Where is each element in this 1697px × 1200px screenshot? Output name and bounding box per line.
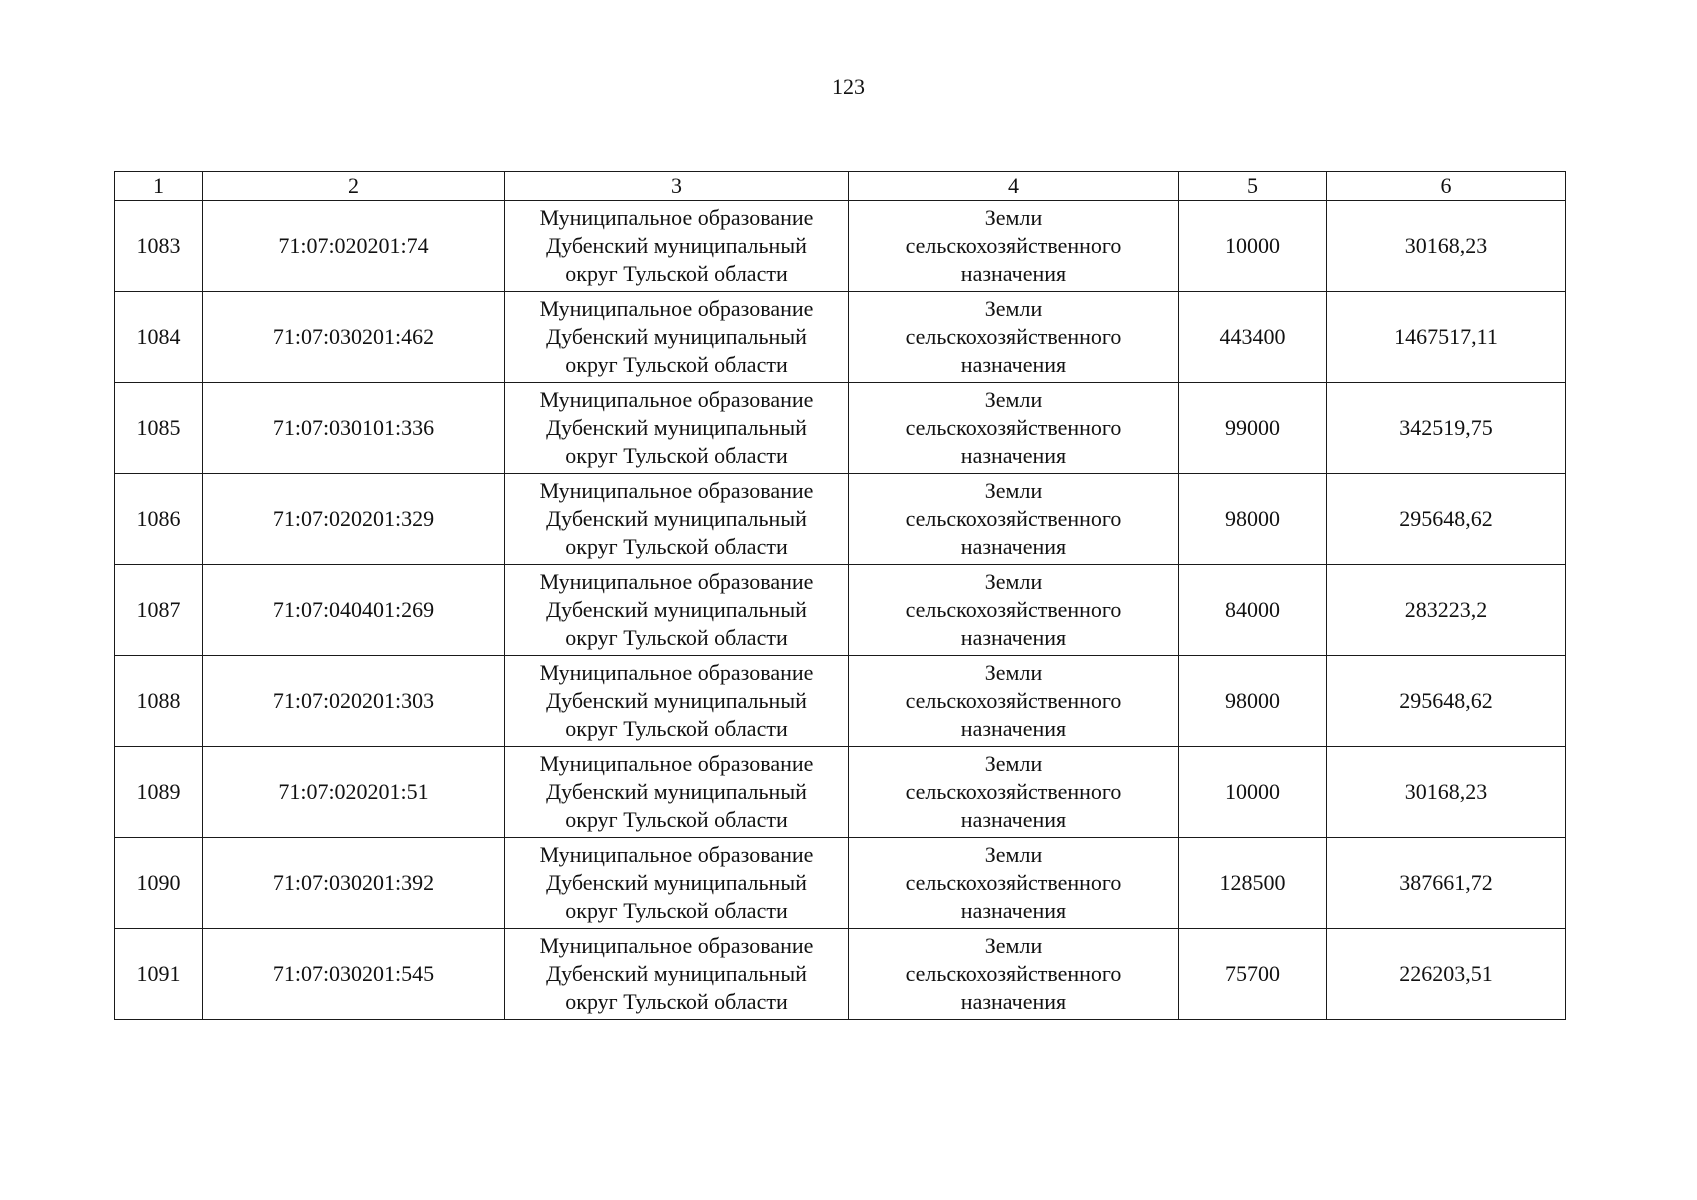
category-line: назначения bbox=[960, 625, 1067, 650]
land-category-cell bbox=[849, 383, 1179, 474]
row-number-cell bbox=[115, 474, 203, 565]
category-line: назначения bbox=[960, 352, 1067, 377]
category-line: Земли bbox=[984, 478, 1043, 503]
area-value: 10000 bbox=[1225, 779, 1280, 804]
row-number-cell bbox=[115, 929, 203, 1020]
row-number-cell bbox=[115, 565, 203, 656]
column-header: 4 bbox=[849, 172, 1179, 201]
category-line: Земли bbox=[984, 751, 1043, 776]
table-row bbox=[115, 565, 1566, 656]
cadastral-number-cell bbox=[203, 929, 505, 1020]
owner-line: Дубенский муниципальный bbox=[546, 961, 807, 986]
category-line: сельскохозяйственного bbox=[905, 415, 1122, 440]
cadastral-number-cell bbox=[203, 747, 505, 838]
column-header: 6 bbox=[1327, 172, 1566, 201]
cadastral-number-cell bbox=[203, 383, 505, 474]
cadastral-value-cell bbox=[1327, 747, 1566, 838]
cadastral-value: 30168,23 bbox=[1404, 233, 1488, 258]
owner-line: округ Тульской области bbox=[565, 898, 788, 923]
owner-cell bbox=[505, 747, 849, 838]
area-value: 98000 bbox=[1225, 688, 1280, 713]
cadastral-number: 71:07:040401:269 bbox=[272, 597, 435, 622]
category-line: назначения bbox=[960, 716, 1067, 741]
category-line: назначения bbox=[960, 807, 1067, 832]
category-line: Земли bbox=[984, 933, 1043, 958]
cadastral-number-cell bbox=[203, 474, 505, 565]
owner-line: Дубенский муниципальный bbox=[546, 870, 807, 895]
owner-line: округ Тульской области bbox=[565, 807, 788, 832]
column-header: 2 bbox=[203, 172, 505, 201]
category-line: сельскохозяйственного bbox=[905, 597, 1122, 622]
area-cell bbox=[1179, 292, 1327, 383]
land-category-cell bbox=[849, 201, 1179, 292]
owner-line: округ Тульской области bbox=[565, 352, 788, 377]
cadastral-number: 71:07:020201:74 bbox=[278, 233, 429, 258]
owner-line: Муниципальное образование bbox=[539, 842, 814, 867]
cadastral-value: 295648,62 bbox=[1399, 506, 1493, 531]
owner-line: округ Тульской области bbox=[565, 716, 788, 741]
cadastral-value-cell bbox=[1327, 838, 1566, 929]
category-line: назначения bbox=[960, 989, 1067, 1014]
row-number: 1086 bbox=[136, 506, 181, 531]
table-body bbox=[115, 172, 1566, 1020]
category-line: Земли bbox=[984, 660, 1043, 685]
owner-line: округ Тульской области bbox=[565, 261, 788, 286]
category-line: сельскохозяйственного bbox=[905, 506, 1122, 531]
row-number: 1087 bbox=[136, 597, 181, 622]
cadastral-value: 342519,75 bbox=[1399, 415, 1493, 440]
owner-line: Муниципальное образование bbox=[539, 296, 814, 321]
area-cell bbox=[1179, 838, 1327, 929]
table-row bbox=[115, 656, 1566, 747]
category-line: Земли bbox=[984, 296, 1043, 321]
owner-line: округ Тульской области bbox=[565, 443, 788, 468]
cadastral-value: 295648,62 bbox=[1399, 688, 1493, 713]
table-row bbox=[115, 474, 1566, 565]
land-category-cell bbox=[849, 656, 1179, 747]
land-category-cell bbox=[849, 838, 1179, 929]
category-line: сельскохозяйственного bbox=[905, 688, 1122, 713]
cadastral-value: 30168,23 bbox=[1404, 779, 1488, 804]
row-number-cell bbox=[115, 747, 203, 838]
category-line: назначения bbox=[960, 261, 1067, 286]
cadastral-number-cell bbox=[203, 565, 505, 656]
area-value: 84000 bbox=[1225, 597, 1280, 622]
owner-line: Дубенский муниципальный bbox=[546, 597, 807, 622]
owner-line: Дубенский муниципальный bbox=[546, 779, 807, 804]
owner-line: Муниципальное образование bbox=[539, 933, 814, 958]
area-value: 98000 bbox=[1225, 506, 1280, 531]
table-row bbox=[115, 747, 1566, 838]
category-line: сельскохозяйственного bbox=[905, 324, 1122, 349]
category-line: сельскохозяйственного bbox=[905, 779, 1122, 804]
cadastral-value-cell bbox=[1327, 383, 1566, 474]
page-number: 123 bbox=[832, 74, 865, 99]
cadastral-value-cell bbox=[1327, 474, 1566, 565]
table-row bbox=[115, 838, 1566, 929]
area-cell bbox=[1179, 383, 1327, 474]
table-row bbox=[115, 292, 1566, 383]
owner-line: Дубенский муниципальный bbox=[546, 506, 807, 531]
owner-cell bbox=[505, 474, 849, 565]
category-line: назначения bbox=[960, 898, 1067, 923]
owner-cell bbox=[505, 656, 849, 747]
land-category-cell bbox=[849, 474, 1179, 565]
cadastral-number: 71:07:020201:329 bbox=[272, 506, 435, 531]
owner-cell bbox=[505, 292, 849, 383]
owner-line: Муниципальное образование bbox=[539, 569, 814, 594]
cadastral-value: 226203,51 bbox=[1399, 961, 1493, 986]
cadastral-number-cell bbox=[203, 656, 505, 747]
area-cell bbox=[1179, 474, 1327, 565]
cadastral-number-cell bbox=[203, 201, 505, 292]
cadastral-value: 387661,72 bbox=[1399, 870, 1493, 895]
row-number-cell bbox=[115, 656, 203, 747]
column-number-row bbox=[115, 172, 1566, 201]
owner-line: Муниципальное образование bbox=[539, 478, 814, 503]
row-number-cell bbox=[115, 292, 203, 383]
area-value: 443400 bbox=[1219, 324, 1286, 349]
category-line: Земли bbox=[984, 387, 1043, 412]
category-line: Земли bbox=[984, 842, 1043, 867]
cadastral-number: 71:07:020201:51 bbox=[278, 779, 429, 804]
area-cell bbox=[1179, 747, 1327, 838]
cadastral-value-cell bbox=[1327, 201, 1566, 292]
column-header: 1 bbox=[115, 172, 203, 201]
owner-line: округ Тульской области bbox=[565, 625, 788, 650]
owner-cell bbox=[505, 565, 849, 656]
category-line: назначения bbox=[960, 443, 1067, 468]
cadastral-value: 1467517,11 bbox=[1394, 324, 1498, 349]
area-value: 99000 bbox=[1225, 415, 1280, 440]
table-row bbox=[115, 383, 1566, 474]
cadastral-value-cell bbox=[1327, 929, 1566, 1020]
area-cell bbox=[1179, 201, 1327, 292]
category-line: Земли bbox=[984, 569, 1043, 594]
row-number: 1091 bbox=[136, 961, 181, 986]
row-number: 1088 bbox=[136, 688, 181, 713]
land-category-cell bbox=[849, 929, 1179, 1020]
owner-line: Дубенский муниципальный bbox=[546, 233, 807, 258]
owner-cell bbox=[505, 929, 849, 1020]
land-category-cell bbox=[849, 747, 1179, 838]
row-number: 1090 bbox=[136, 870, 181, 895]
row-number: 1085 bbox=[136, 415, 181, 440]
owner-line: Муниципальное образование bbox=[539, 751, 814, 776]
table-row bbox=[115, 201, 1566, 292]
cadastral-number: 71:07:030101:336 bbox=[272, 415, 435, 440]
area-cell bbox=[1179, 929, 1327, 1020]
row-number-cell bbox=[115, 201, 203, 292]
area-value: 10000 bbox=[1225, 233, 1280, 258]
row-number-cell bbox=[115, 383, 203, 474]
area-cell bbox=[1179, 656, 1327, 747]
land-category-cell bbox=[849, 292, 1179, 383]
cadastral-number: 71:07:030201:392 bbox=[272, 870, 435, 895]
cadastral-number-cell bbox=[203, 838, 505, 929]
cadastral-value-cell bbox=[1327, 292, 1566, 383]
area-cell bbox=[1179, 565, 1327, 656]
owner-line: Дубенский муниципальный bbox=[546, 415, 807, 440]
category-line: назначения bbox=[960, 534, 1067, 559]
owner-line: Муниципальное образование bbox=[539, 387, 814, 412]
area-value: 75700 bbox=[1225, 961, 1280, 986]
category-line: сельскохозяйственного bbox=[905, 961, 1122, 986]
owner-line: Муниципальное образование bbox=[539, 205, 814, 230]
cadastral-number: 71:07:030201:462 bbox=[272, 324, 435, 349]
column-header: 5 bbox=[1179, 172, 1327, 201]
owner-cell bbox=[505, 838, 849, 929]
owner-line: Дубенский муниципальный bbox=[546, 688, 807, 713]
row-number: 1083 bbox=[136, 233, 181, 258]
cadastral-value-cell bbox=[1327, 565, 1566, 656]
cadastral-value: 283223,2 bbox=[1404, 597, 1488, 622]
owner-line: округ Тульской области bbox=[565, 534, 788, 559]
owner-cell bbox=[505, 383, 849, 474]
owner-line: Дубенский муниципальный bbox=[546, 324, 807, 349]
owner-line: округ Тульской области bbox=[565, 989, 788, 1014]
owner-line: Муниципальное образование bbox=[539, 660, 814, 685]
cadastral-number: 71:07:020201:303 bbox=[272, 688, 435, 713]
cadastral-value-cell bbox=[1327, 656, 1566, 747]
cadastral-number-cell bbox=[203, 292, 505, 383]
category-line: Земли bbox=[984, 205, 1043, 230]
land-category-cell bbox=[849, 565, 1179, 656]
land-registry-table bbox=[114, 171, 1566, 1020]
owner-cell bbox=[505, 201, 849, 292]
column-header: 3 bbox=[505, 172, 849, 201]
table-row bbox=[115, 929, 1566, 1020]
category-line: сельскохозяйственного bbox=[905, 233, 1122, 258]
row-number: 1084 bbox=[136, 324, 181, 349]
area-value: 128500 bbox=[1219, 870, 1286, 895]
row-number-cell bbox=[115, 838, 203, 929]
row-number: 1089 bbox=[136, 779, 181, 804]
cadastral-number: 71:07:030201:545 bbox=[272, 961, 435, 986]
category-line: сельскохозяйственного bbox=[905, 870, 1122, 895]
